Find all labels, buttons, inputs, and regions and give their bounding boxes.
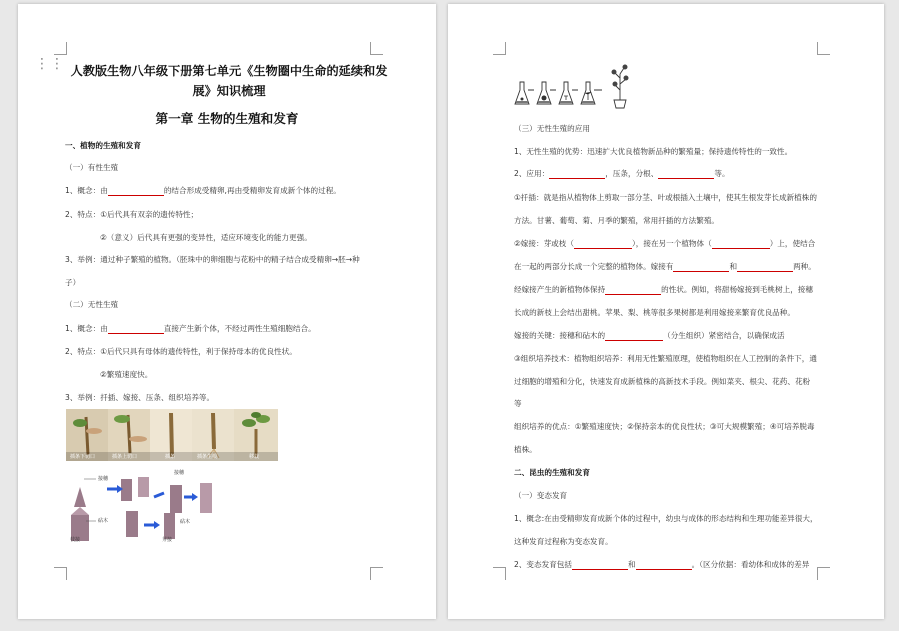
text-line: 过细胞的增殖和分化，快速发育成新植株的高新技术手段。例如菜夹、根尖、花药、花粉: [514, 377, 811, 386]
text-line: 3、举例：扦插、嫁接、压条、组织培养等。: [65, 393, 215, 402]
photo-caption: 插条上切口: [112, 454, 138, 460]
tissue-culture-diagram: [514, 60, 634, 110]
fill-blank: [658, 169, 714, 179]
fill-blank: [549, 169, 605, 179]
margin-corner-mark: [493, 42, 506, 55]
text-line: 植株。: [514, 445, 537, 454]
diagram-label: 接穗: [174, 470, 185, 476]
subsection-heading: （二）无性生殖: [65, 300, 119, 309]
photo-caption: 移栽: [249, 454, 260, 460]
text-line: 3、举例：通过种子繁殖的植物。（胚珠中的卵细胞与花粉中的精子结合成受精卵→胚→种: [65, 255, 360, 264]
diagram-label: 砧木: [98, 518, 109, 524]
diagram-label: 枝接: [70, 537, 81, 543]
fill-blank: [605, 331, 663, 341]
cutting-propagation-photo: [66, 409, 278, 461]
text-line: 长成的新枝上会结出甜桃。苹果、梨、桃等很多果树都是利用嫁接来繁育优良品种。: [514, 308, 795, 317]
subsection-heading: （三）无性生殖的应用: [514, 124, 590, 133]
diagram-label: 砧木: [180, 519, 191, 525]
text-line: 2、特点：①后代只具有母体的遗传特性，利于保持母本的优良性状。: [65, 347, 297, 356]
fill-blank: [712, 239, 770, 249]
fill-blank: [605, 285, 661, 295]
text-line: 嫁接的关键：接穗和砧木的 （分生组织）紧密结合，以确保成活: [514, 331, 785, 340]
margin-corner-mark: [370, 42, 383, 55]
fill-blank: [108, 186, 164, 196]
text-line: 1、无性生殖的优势：迅速扩大优良植物新品种的繁殖量；保持遗传特性的一致性。: [514, 147, 793, 156]
margin-corner-mark: [493, 567, 506, 580]
margin-corner-mark: [54, 567, 67, 580]
fill-blank: [108, 324, 164, 334]
tissue-culture-illustration: [514, 60, 634, 110]
section-heading: 一、植物的生殖和发育: [65, 141, 141, 150]
text-line: 方法。甘薯、葡萄、菊、月季的繁殖，常用扦插的方法繁殖。: [514, 216, 720, 225]
fill-blank: [636, 560, 692, 570]
text-line: 等: [514, 399, 522, 408]
text-line: ①扦插：就是指从植物体上剪取一部分茎、叶或根插入土壤中，使其生根发芽长成新植株的: [514, 193, 817, 202]
document-page-right: [448, 4, 884, 619]
text-line: 子）: [65, 278, 81, 287]
margin-corner-mark: [817, 567, 830, 580]
margin-corner-mark: [370, 567, 383, 580]
text-line: ③组织培养技术：植物组织培养：利用无性繁殖原理，使植物组织在人工控制的条件下，通: [514, 354, 817, 363]
subsection-heading: （一）变态发育: [514, 491, 568, 500]
grafting-illustration: [66, 467, 216, 543]
text-line: 这种发育过程称为变态发育。: [514, 537, 613, 546]
diagram-label: 接穗: [98, 476, 109, 482]
text-line: ②繁殖速度快。: [100, 370, 153, 379]
document-page-left: [18, 4, 436, 619]
text-line: 2、特点：①后代具有双亲的遗传特性；: [65, 210, 199, 219]
grafting-diagram: [66, 467, 216, 543]
section-heading: 二、昆虫的生殖和发育: [514, 468, 590, 477]
document-title: 人教版生物八年级下册第七单元《生物圈中生命的延续和发 展》知识梳理: [70, 64, 388, 98]
text-line: 2、应用： ，压条，分根、 等。: [514, 169, 730, 178]
text-line: 组织培养的优点：①繁殖速度快；②保持亲本的优良性状；③可大规模繁殖；④可培养脱毒: [514, 422, 815, 431]
text-line: 经嫁接产生的新植物体保持 的性状。例如，将甜杨嫁接到毛桃树上，接穗: [514, 285, 813, 294]
text-line: ②（意义）后代具有更强的变异性，适应环境变化的能力更强。: [100, 233, 312, 242]
photo-caption: 插条: [165, 454, 176, 460]
fill-blank: [673, 262, 729, 272]
margin-corner-mark: [54, 42, 67, 55]
diagram-label: 芽接: [162, 537, 173, 543]
subsection-heading: （一）有性生殖: [65, 163, 119, 172]
text-line: 1、概念:在由受精卵发育成新个体的过程中，幼虫与成体的形态结构和生理功能差异很大，: [514, 514, 818, 523]
margin-corner-mark: [817, 42, 830, 55]
text-line: 在一起的两部分长成一个完整的植物体。嫁接有 和 两种。: [514, 262, 816, 271]
fill-blank: [737, 262, 793, 272]
photo-caption: 插条生根: [197, 454, 218, 460]
text-line: 2、变态发育包括 和 。（区分依据：看幼体和成体的差异: [514, 560, 810, 569]
fill-blank: [574, 239, 632, 249]
text-line: ②嫁接：芽或枝（ ），接在另一个植物体（ ）上，使结合: [514, 239, 816, 248]
text-line: 1、概念：由 直接产生新个体，不经过两性生殖细胞结合。: [65, 324, 316, 333]
photo-caption: 插条下切口: [70, 454, 96, 460]
fill-blank: [572, 560, 628, 570]
drag-handle-icon[interactable]: ⋮⋮: [35, 56, 65, 72]
chapter-heading: 第一章 生物的生殖和发育: [155, 111, 299, 126]
text-line: 1、概念：由 的结合形成受精卵,再由受精卵发育成新个体的过程。: [65, 186, 341, 195]
